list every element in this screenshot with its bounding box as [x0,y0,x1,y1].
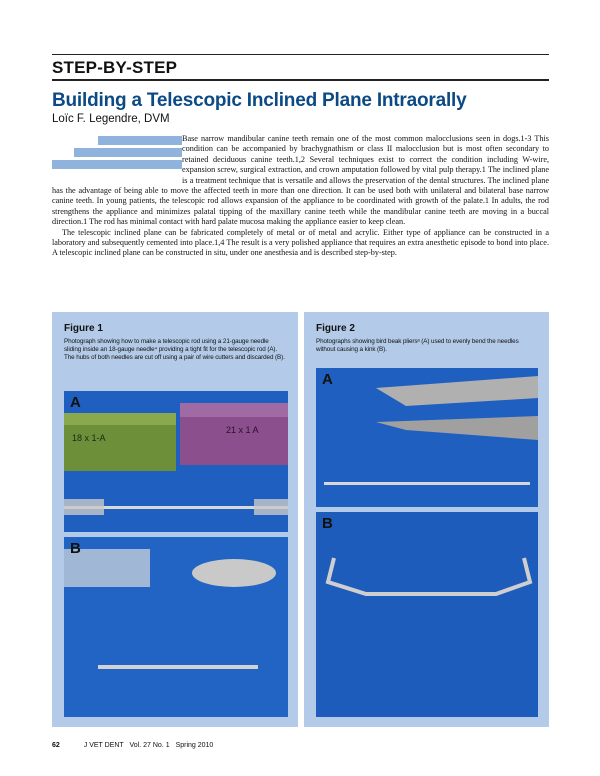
page-footer [52,742,213,749]
article-title: Building a Telescopic Inclined Plane Intraorally [52,90,467,111]
figure-2-caption: Photographs showing bird beak pliersᵃ (A) used to evenly bend the needles without causing a kink (B). [316,338,519,354]
author-line: Loïc F. Legendre, DVM [52,113,170,125]
page-number: 62 [52,742,60,749]
journal-season: Spring 2010 [175,742,214,749]
figure-2-panel-a-label: A [322,371,333,388]
figure-1 [52,312,298,727]
figure-1-photo-b [64,537,288,717]
figure-2-photo-a [316,368,538,507]
figure-1-photo-a [64,391,288,532]
figure-2-photo-b [316,512,538,717]
figure-1-title: Figure 1 [64,323,103,334]
paragraph-1: Base narrow mandibular canine teeth remain one of the most common malocclusions seen in dogs.1-3 This condition can be accompanied by brachygnathism or class II malocclusion but is most often secondary to retained deciduous canine teeth.1,2 Several techniques exist to correct the condition including W-wire, expansion screw, surgical extraction, and crown amputation followed by vital pulp therapy.1 The inclined plane is a treatment technique that is versatile and allows the preservation of the dental structures. The inclined plane has the advantage of being able to move the affected teeth in more than one direction. It can be used both with unilateral and bilateral base narrow canine teeth. In young patients, the telescopic rod allows expansion of the appliance to be coordinated with growth of the palate.1 In adults, the rod strengthens the appliance and minimizes palatal tipping of the maxillary canine teeth while the mandibular canine teeth are moving in a buccal direction.1 The rod has minimal contact with hard palate mucosa making the appliance easier to keep clean. [52,134,549,227]
figure-2-title: Figure 2 [316,323,355,334]
needle-label-18g: 18 x 1-A [72,433,106,443]
figure-1-panel-a-label: A [70,394,81,411]
paragraph-2: The telescopic inclined plane can be fabricated completely of metal or of metal and acrylic. Either type of appliance can be constructed in a laboratory and subsequently cemented into place.1,4 The result is a very polished appliance that requires an extra anesthetic episode to bond into place. A telescopic inclined plane can be constructed in situ, under one anesthesia and is described step-by-step. [52,227,549,258]
figure-1-panel-b-label: B [70,540,81,557]
needle-label-21g: 21 x 1 A [226,425,259,435]
top-rule [52,54,549,55]
article-body [52,134,549,259]
figure-1-caption: Photograph showing how to make a telescopic rod using a 21-gauge needle sliding inside an 18-gauge needle⁴ providing a tight fit for the telescopic rod (A). The hubs of both needles are cut off using a pair of wire cutters and discarded (B). [64,338,285,362]
journal-volume: Vol. 27 No. 1 [129,742,170,749]
figure-2 [304,312,549,727]
figure-2-panel-b-label: B [322,515,333,532]
journal-name: J VET DENT [83,742,124,749]
section-rule [52,79,549,81]
section-heading: STEP-BY-STEP [52,58,178,77]
